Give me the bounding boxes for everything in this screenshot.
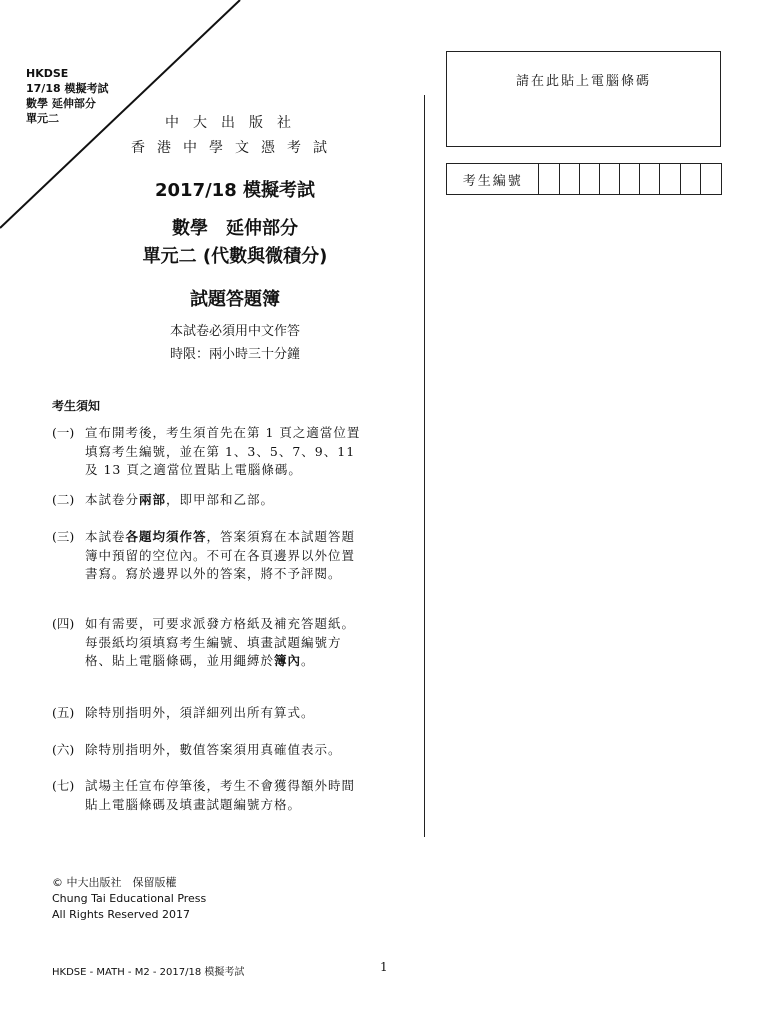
instruction-item (52, 704, 368, 723)
instruction-text-part: ，即甲部和乙部。 (166, 492, 275, 507)
candidate-number-cell[interactable] (580, 164, 600, 194)
instruction-text-part: 。 (301, 653, 315, 668)
instruction-text (85, 777, 368, 814)
corner-label-line2: 17/18 模擬考試 (26, 82, 109, 95)
candidate-number-cell[interactable] (640, 164, 660, 194)
corner-label-line4: 單元二 (26, 112, 59, 125)
candidate-number-label: 考生編號 (447, 164, 539, 194)
barcode-label: 請在此貼上電腦條碼 (515, 74, 651, 89)
instruction-text (85, 741, 368, 760)
footer-code: HKDSE - MATH - M2 - 2017/18 模擬考試 (52, 967, 245, 978)
instruction-text-bold: 各題均須作答 (125, 529, 207, 544)
instruction-text-part: ，答案須寫在本試題答題簿中預留的空位內。不可在各頁邊界以外位置書寫。寫於邊界以外的答案，將不予評閱。 (85, 529, 356, 581)
copyright-line2: Chung Tai Educational Press (52, 892, 207, 905)
barcode-box[interactable] (446, 51, 721, 147)
copyright-line3: All Rights Reserved 2017 (52, 908, 191, 921)
instruction-text-part: 除特別指明外，數值答案須用真確值表示。 (85, 742, 342, 757)
candidate-number-cell[interactable] (560, 164, 580, 194)
instruction-text-part: 除特別指明外，須詳細列出所有算式。 (85, 705, 315, 720)
candidate-number-cell[interactable] (620, 164, 640, 194)
candidate-number-grid (446, 163, 722, 195)
candidate-number-cell[interactable] (600, 164, 620, 194)
instruction-text (85, 424, 368, 480)
instruction-number: (七) (52, 778, 75, 793)
copyright-block (52, 875, 206, 923)
publisher-name: 中大出版社 (165, 115, 305, 131)
instructions-title: 考生須知 (52, 399, 101, 413)
corner-label-line3: 數學 延伸部分 (26, 97, 96, 110)
instruction-item (52, 424, 368, 480)
instruction-item (52, 615, 368, 671)
mock-exam-title: 2017/18 模擬考試 (155, 180, 315, 201)
instruction-item (52, 491, 368, 510)
instruction-text-bold: 兩部 (139, 492, 167, 507)
booklet-title: 試題答題簿 (190, 289, 280, 310)
instruction-text-part: 本試卷 (85, 529, 126, 544)
language-note: 本試卷必須用中文作答 (169, 324, 300, 339)
module-title: 單元二 (代數與微積分) (142, 246, 328, 267)
instruction-text (85, 704, 368, 723)
instruction-number: (五) (52, 705, 75, 720)
instruction-text (85, 615, 368, 671)
subject-title: 數學 延伸部分 (172, 218, 298, 239)
instruction-number: (六) (52, 742, 75, 757)
corner-label-line1: HKDSE (26, 67, 69, 80)
instruction-number: (三) (52, 529, 75, 544)
instruction-number: (四) (52, 616, 75, 631)
instruction-text-part: 本試卷分 (85, 492, 140, 507)
instruction-text-part: 試場主任宣布停筆後，考生不會獲得額外時間貼上電腦條碼及填畫試題編號方格。 (85, 778, 356, 812)
instruction-text-part: 宣布開考後，考生須首先在第 1 頁之適當位置填寫考生編號，並在第 1、3、5、7、9、11 及 13 頁之適當位置貼上電腦條碼。 (85, 425, 361, 477)
vertical-divider (424, 95, 425, 837)
instruction-item (52, 528, 368, 584)
instruction-number: (二) (52, 492, 75, 507)
instruction-text (85, 491, 368, 510)
candidate-number-cell[interactable] (701, 164, 721, 194)
instruction-text (85, 528, 368, 584)
instruction-text-part: 如有需要，可要求派發方格紙及補充答題紙。每張紙均須填寫考生編號、填畫試題編號方格、貼上電腦條碼，並用繩縛於 (85, 616, 356, 668)
page-number: 1 (380, 960, 388, 974)
instruction-text-bold: 簿內 (274, 653, 302, 668)
candidate-number-cell[interactable] (539, 164, 559, 194)
time-limit: 時限：兩小時三十分鐘 (169, 347, 300, 362)
instruction-number: (一) (52, 425, 75, 440)
instruction-item (52, 777, 368, 814)
exam-body-name: 香港中學文憑考試 (131, 140, 339, 156)
candidate-number-cell[interactable] (660, 164, 680, 194)
copyright-line1: © 中大出版社 保留版權 (52, 876, 177, 889)
instruction-item (52, 741, 368, 760)
candidate-number-cell[interactable] (681, 164, 701, 194)
